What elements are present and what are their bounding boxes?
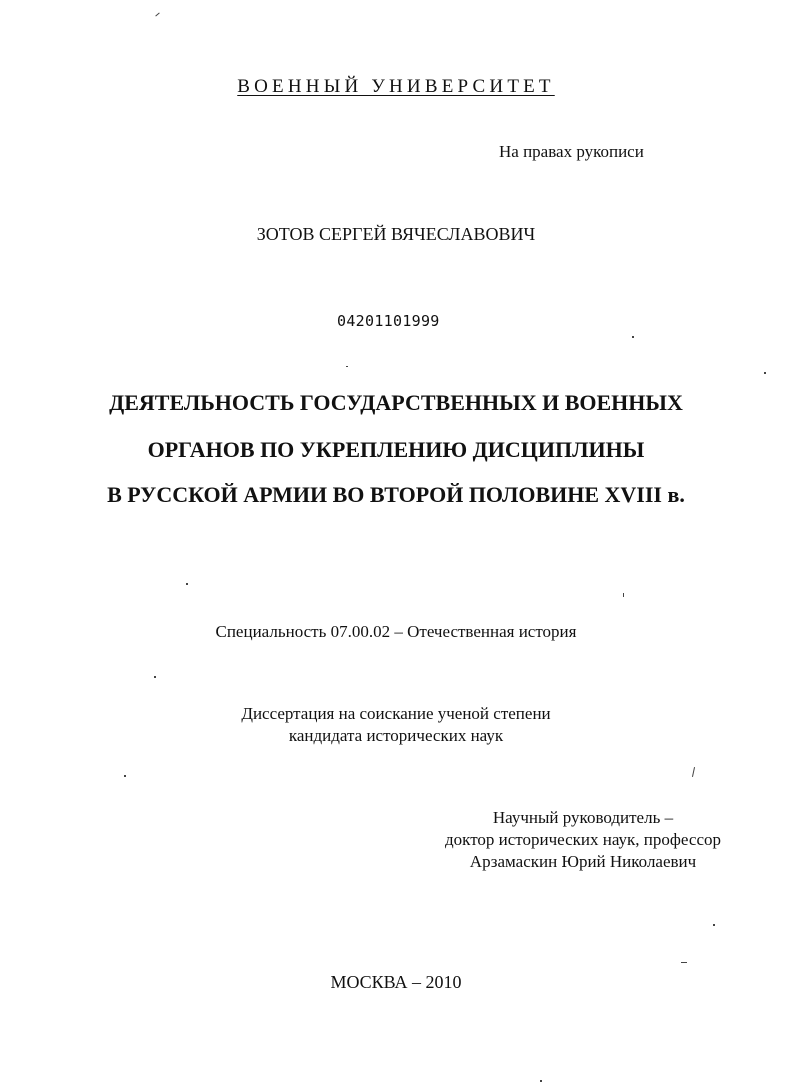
scan-speck <box>681 962 687 963</box>
scan-speck <box>540 1080 542 1082</box>
supervisor-degree: доктор исторических наук, профессор <box>445 830 721 849</box>
library-stamp-number: 04201101999 <box>337 312 440 330</box>
dissertation-degree-line-1: Диссертация на соискание ученой степени <box>241 704 551 723</box>
scan-speck <box>346 366 348 367</box>
thesis-title-line-3: В РУССКОЙ АРМИИ ВО ВТОРОЙ ПОЛОВИНЕ XVIII в. <box>107 482 685 507</box>
author-name: ЗОТОВ СЕРГЕЙ ВЯЧЕСЛАВОВИЧ <box>256 224 536 244</box>
scan-speck <box>632 336 634 338</box>
scan-speck <box>623 593 624 597</box>
thesis-title-line-1: ДЕЯТЕЛЬНОСТЬ ГОСУДАРСТВЕННЫХ И ВОЕННЫХ <box>109 390 683 415</box>
scan-speck <box>764 372 766 374</box>
supervisor-name: Арзамаскин Юрий Николаевич <box>469 852 697 871</box>
dissertation-degree-line-2: кандидата исторических наук <box>288 726 504 745</box>
manuscript-note: На правах рукописи <box>499 142 644 161</box>
city-and-year: МОСКВА – 2010 <box>330 972 462 992</box>
scan-speck <box>154 676 156 678</box>
scan-speck <box>713 924 715 926</box>
scan-speck <box>186 583 188 585</box>
university-name: ВОЕННЫЙ УНИВЕРСИТЕТ <box>237 76 555 97</box>
supervisor-label: Научный руководитель – <box>492 808 674 827</box>
specialty-line: Специальность 07.00.02 – Отечественная история <box>215 622 577 641</box>
thesis-title-line-2: ОРГАНОВ ПО УКРЕПЛЕНИЮ ДИСЦИПЛИНЫ <box>147 437 645 462</box>
scan-speck <box>155 13 159 17</box>
scan-speck <box>124 775 126 777</box>
scan-speck <box>692 767 695 777</box>
